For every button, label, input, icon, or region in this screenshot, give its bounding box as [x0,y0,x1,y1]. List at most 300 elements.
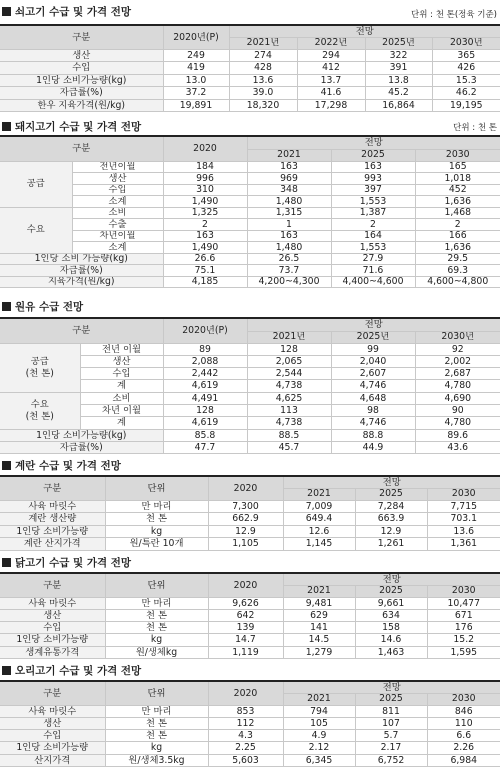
cell-value: 2,442 [163,368,247,380]
table-row [0,646,500,658]
row-label: 생산 [0,609,105,621]
header-gubun: 구분 [0,476,105,500]
demand-group-label [0,207,72,253]
cell-value: 811 [355,705,427,717]
cell-value: 1,636 [415,196,500,208]
table-row [0,219,500,231]
cell-value: 1,468 [415,207,500,219]
cell-value: 4.3 [208,730,283,742]
chicken-section-title [2,555,131,569]
table-row [0,717,500,729]
supply-label: 공급 [26,178,45,190]
row-label: 수입 [0,62,163,75]
row-label: 사육 마릿수 [0,597,105,609]
cell-value: 4,619 [163,417,247,429]
cell-value: 1,279 [283,646,355,658]
cell-value: 4,625 [247,392,331,404]
cell-value: 426 [432,62,500,75]
cell-value: 13.8 [365,74,432,87]
row-label: 사육 마릿수 [0,500,105,513]
cell-value: 322 [365,49,432,62]
cell-value: 14.7 [208,634,283,646]
row-label: 생계유통가격 [0,646,105,658]
row-unit: kg [105,634,208,646]
cell-value: 412 [297,62,365,75]
cell-value: 419 [163,62,229,75]
cell-value: 452 [415,184,500,196]
table-row [0,597,500,609]
cell-value: 365 [432,49,500,62]
cell-value: 2.12 [283,742,355,754]
cell-value: 166 [415,230,500,242]
cell-value: 4,491 [163,392,247,404]
header-year: 2025 [331,149,415,161]
header-forecast: 전망 [229,25,500,37]
beef-title-text: 쇠고기 수급 및 가격 전망 [15,5,132,18]
table-row [0,173,500,185]
row-unit: 만 마리 [105,705,208,717]
row-label: 자급률(%) [0,265,163,277]
row-unit: 천 톤 [105,609,208,621]
row-label: 전년 이월 [80,343,163,355]
milk-title-text: 원유 수급 전망 [15,300,84,313]
supply-unit: (천 톤) [25,368,54,380]
cell-value: 99 [331,343,415,355]
header-2020: 2020 [208,573,283,597]
table-row [0,525,500,538]
table-row [0,276,500,288]
beef-table [0,24,500,112]
cell-value: 993 [331,173,415,185]
beef-unit-note: 단위 : 천 톤(정육 기준) [411,10,497,20]
cell-value: 19,891 [163,99,229,112]
cell-value: 428 [229,62,297,75]
cell-value: 15.3 [432,74,500,87]
cell-value: 44.9 [331,441,415,453]
cell-value: 642 [208,609,283,621]
row-label: 1인당 소비가능량 [0,525,105,538]
row-label: 1인당 소비가능량(kg) [0,74,163,87]
row-unit: 천 톤 [105,730,208,742]
header-year: 2021 [247,149,331,161]
cell-value: 4,690 [415,392,500,404]
cell-value: 105 [283,717,355,729]
egg-table [0,475,500,551]
cell-value: 92 [415,343,500,355]
header-year: 2025 [355,488,427,500]
cell-value: 128 [247,343,331,355]
cell-value: 107 [355,717,427,729]
cell-value: 112 [208,717,283,729]
cell-value: 4,185 [163,276,247,288]
duck-title-text: 오리고기 수급 및 가격 전망 [15,664,142,677]
cell-value: 663.9 [355,513,427,526]
row-unit: kg [105,525,208,538]
pork-table [0,135,500,288]
row-unit: 원/생체3.5kg [105,754,208,766]
demand-label: 수요 [26,224,45,236]
table-row [0,62,500,75]
header-forecast: 전망 [283,681,500,693]
table-row [0,754,500,766]
egg-title-text: 계란 수급 및 가격 전망 [15,459,121,472]
row-label: 계란 산지가격 [0,538,105,551]
cell-value: 996 [163,173,247,185]
cell-value: 128 [163,404,247,416]
beef-section-title [2,4,131,18]
cell-value: 1,595 [427,646,500,658]
cell-value: 41.6 [297,87,365,100]
header-gubun: 구분 [0,681,105,705]
row-unit: 천 톤 [105,513,208,526]
row-label: 수입 [72,184,163,196]
cell-value: 46.2 [432,87,500,100]
table-row [0,392,500,404]
demand-label: 수요 [30,398,49,410]
cell-value: 12.6 [283,525,355,538]
header-year: 2021년 [229,37,297,49]
row-label: 사육 마릿수 [0,705,105,717]
header-2020: 2020년(P) [163,25,229,49]
cell-value: 26.5 [247,253,331,265]
row-label: 1인당 소비가능량 [0,742,105,754]
square-bullet-icon [2,666,11,675]
cell-value: 2,088 [163,355,247,367]
cell-value: 6.6 [427,730,500,742]
row-label: 계 [80,417,163,429]
row-unit: 원/생체kg [105,646,208,658]
cell-value: 14.5 [283,634,355,646]
cell-value: 47.7 [163,441,247,453]
cell-value: 794 [283,705,355,717]
cell-value: 13.6 [427,525,500,538]
table-row [0,49,500,62]
cell-value: 1,145 [283,538,355,551]
header-forecast: 전망 [283,476,500,488]
cell-value: 45.7 [247,441,331,453]
cell-value: 1,387 [331,207,415,219]
square-bullet-icon [2,461,11,470]
cell-value: 2.25 [208,742,283,754]
cell-value: 1,325 [163,207,247,219]
header-year: 2025 [355,693,427,705]
cell-value: 2.17 [355,742,427,754]
cell-value: 165 [415,161,500,173]
pork-unit-note: 단위 : 천 톤 [453,123,497,133]
row-label: 수입 [80,368,163,380]
table-row [0,207,500,219]
cell-value: 1,463 [355,646,427,658]
cell-value: 7,715 [427,500,500,513]
table-row [0,74,500,87]
cell-value: 113 [247,404,331,416]
cell-value: 158 [355,622,427,634]
cell-value: 391 [365,62,432,75]
table-row [0,429,500,441]
table-row [0,622,500,634]
table-row [0,609,500,621]
cell-value: 4.9 [283,730,355,742]
demand-unit: (천 톤) [25,411,54,423]
cell-value: 10,477 [427,597,500,609]
cell-value: 88.8 [331,429,415,441]
table-row [0,730,500,742]
header-year: 2030년 [432,37,500,49]
table-row [0,634,500,646]
table-row [0,161,500,173]
supply-group-label [0,161,72,207]
cell-value: 164 [331,230,415,242]
cell-value: 4,746 [331,417,415,429]
row-label: 수출 [72,219,163,231]
cell-value: 7,284 [355,500,427,513]
square-bullet-icon [2,122,11,131]
cell-value: 2,544 [247,368,331,380]
cell-value: 649.4 [283,513,355,526]
cell-value: 1,490 [163,196,247,208]
header-year: 2021 [283,488,355,500]
square-bullet-icon [2,7,11,16]
cell-value: 4,738 [247,417,331,429]
cell-value: 4,619 [163,380,247,392]
row-label: 1인당 소비 가능량(kg) [0,253,163,265]
header-year: 2021년 [247,331,331,343]
header-2020: 2020년(P) [163,318,247,343]
cell-value: 4,600~4,800 [415,276,500,288]
table-row [0,184,500,196]
cell-value: 69.3 [415,265,500,277]
cell-value: 139 [208,622,283,634]
cell-value: 17,298 [297,99,365,112]
row-label: 산지가격 [0,754,105,766]
demand-group-label [0,392,80,429]
cell-value: 2,607 [331,368,415,380]
row-unit: 천 톤 [105,717,208,729]
cell-value: 4,746 [331,380,415,392]
cell-value: 90 [415,404,500,416]
cell-value: 6,984 [427,754,500,766]
header-year: 2025년 [365,37,432,49]
cell-value: 43.6 [415,441,500,453]
cell-value: 4,738 [247,380,331,392]
cell-value: 1,018 [415,173,500,185]
header-gubun: 구분 [0,573,105,597]
row-unit: 원/특란 10개 [105,538,208,551]
header-gubun: 구분 [0,318,163,343]
table-row [0,513,500,526]
table-row [0,196,500,208]
cell-value: 9,626 [208,597,283,609]
row-label: 한우 지육가격(원/kg) [0,99,163,112]
header-year: 2025 [355,585,427,597]
row-label: 수입 [0,730,105,742]
table-row [0,99,500,112]
cell-value: 1,361 [427,538,500,551]
cell-value: 75.1 [163,265,247,277]
cell-value: 4,648 [331,392,415,404]
header-row [0,681,500,693]
cell-value: 2,687 [415,368,500,380]
square-bullet-icon [2,558,11,567]
header-year: 2030 [427,585,500,597]
cell-value: 671 [427,609,500,621]
cell-value: 2 [415,219,500,231]
cell-value: 2 [163,219,247,231]
header-2020: 2020 [163,136,247,161]
header-unit: 단위 [105,476,208,500]
row-label: 수입 [0,622,105,634]
pork-title-text: 돼지고기 수급 및 가격 전망 [15,120,142,133]
header-year: 2030 [415,149,500,161]
row-label: 자급률(%) [0,441,163,453]
table-row [0,742,500,754]
cell-value: 2,040 [331,355,415,367]
header-unit: 단위 [105,681,208,705]
cell-value: 110 [427,717,500,729]
cell-value: 37.2 [163,87,229,100]
header-2020: 2020 [208,476,283,500]
cell-value: 13.6 [229,74,297,87]
header-year: 2021 [283,693,355,705]
cell-value: 26.6 [163,253,247,265]
cell-value: 89.6 [415,429,500,441]
cell-value: 71.6 [331,265,415,277]
cell-value: 4,780 [415,380,500,392]
cell-value: 184 [163,161,247,173]
cell-value: 13.7 [297,74,365,87]
cell-value: 249 [163,49,229,62]
header-forecast: 전망 [283,573,500,585]
cell-value: 29.5 [415,253,500,265]
row-label: 생산 [0,717,105,729]
cell-value: 6,345 [283,754,355,766]
cell-value: 1 [247,219,331,231]
cell-value: 45.2 [365,87,432,100]
cell-value: 163 [247,230,331,242]
cell-value: 7,300 [208,500,283,513]
cell-value: 310 [163,184,247,196]
cell-value: 397 [331,184,415,196]
row-label: 자급률(%) [0,87,163,100]
table-row [0,265,500,277]
cell-value: 5,603 [208,754,283,766]
header-year: 2025년 [331,331,415,343]
cell-value: 12.9 [208,525,283,538]
table-row [0,87,500,100]
cell-value: 2.26 [427,742,500,754]
header-forecast: 전망 [247,136,500,149]
chicken-table [0,572,500,659]
table-row [0,705,500,717]
table-row [0,253,500,265]
cell-value: 39.0 [229,87,297,100]
duck-table [0,680,500,767]
supply-group-label [0,343,80,392]
cell-value: 1,490 [163,242,247,254]
cell-value: 4,780 [415,417,500,429]
table-row [0,538,500,551]
cell-value: 662.9 [208,513,283,526]
row-label: 전년이월 [72,161,163,173]
supply-label: 공급 [30,355,49,367]
header-row [0,476,500,488]
cell-value: 98 [331,404,415,416]
cell-value: 89 [163,343,247,355]
egg-section-title [2,458,121,472]
cell-value: 14.6 [355,634,427,646]
cell-value: 141 [283,622,355,634]
table-row [0,441,500,453]
header-gubun: 구분 [0,25,163,49]
cell-value: 348 [247,184,331,196]
header-unit: 단위 [105,573,208,597]
header-year: 2030년 [415,331,500,343]
row-unit: 만 마리 [105,597,208,609]
row-label: 소계 [72,242,163,254]
row-label: 1인당 소비가능량(kg) [0,429,163,441]
milk-section-title [2,299,83,313]
cell-value: 88.5 [247,429,331,441]
row-label: 생산 [72,173,163,185]
cell-value: 163 [163,230,247,242]
cell-value: 16,864 [365,99,432,112]
cell-value: 1,119 [208,646,283,658]
header-year: 2022년 [297,37,365,49]
cell-value: 2,065 [247,355,331,367]
cell-value: 163 [331,161,415,173]
cell-value: 294 [297,49,365,62]
cell-value: 703.1 [427,513,500,526]
cell-value: 27.9 [331,253,415,265]
cell-value: 274 [229,49,297,62]
row-label: 소비 [72,207,163,219]
row-label: 계란 생산량 [0,513,105,526]
header-2020: 2020 [208,681,283,705]
cell-value: 73.7 [247,265,331,277]
row-unit: 천 톤 [105,622,208,634]
cell-value: 1,315 [247,207,331,219]
header-year: 2021 [283,585,355,597]
cell-value: 1,261 [355,538,427,551]
square-bullet-icon [2,302,11,311]
cell-value: 9,661 [355,597,427,609]
cell-value: 6,752 [355,754,427,766]
row-label: 생산 [80,355,163,367]
cell-value: 85.8 [163,429,247,441]
cell-value: 9,481 [283,597,355,609]
pork-section-title [2,119,141,133]
cell-value: 4,400~4,600 [331,276,415,288]
cell-value: 1,636 [415,242,500,254]
row-label: 차년 이월 [80,404,163,416]
cell-value: 19,195 [432,99,500,112]
header-gubun: 구분 [0,136,163,161]
cell-value: 1,105 [208,538,283,551]
row-label: 생산 [0,49,163,62]
row-unit: kg [105,742,208,754]
chicken-title-text: 닭고기 수급 및 가격 전망 [15,556,132,569]
header-year: 2030 [427,693,500,705]
row-label: 소비 [80,392,163,404]
cell-value: 1,480 [247,242,331,254]
table-row [0,500,500,513]
row-label: 차년이월 [72,230,163,242]
cell-value: 969 [247,173,331,185]
row-label: 계 [80,380,163,392]
cell-value: 1,553 [331,242,415,254]
cell-value: 853 [208,705,283,717]
cell-value: 5.7 [355,730,427,742]
